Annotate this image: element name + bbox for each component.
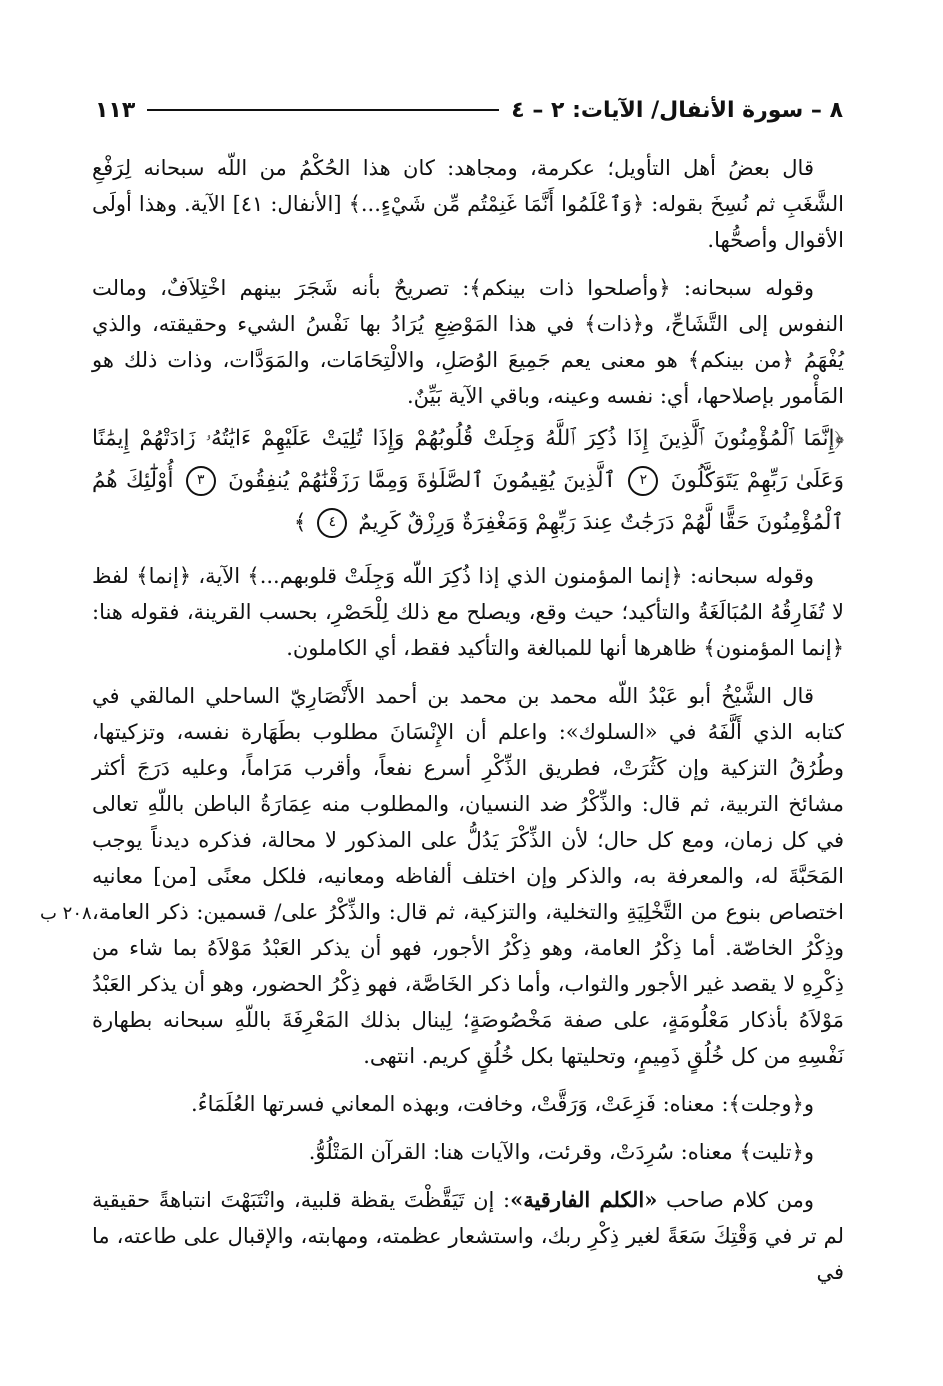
header-rule [147,109,499,111]
manuscript-folio-note: ٢٠٨ ب [40,903,92,924]
verse-2-text: ﴿إِنَّمَا ٱلْمُؤْمِنُونَ ٱلَّذِينَ إِذَا ذُكِرَ ٱللَّهُ وَجِلَتْ قُلُوبُهُمْ وَإِذَا تُلِيَتْ عَلَيْهِمْ ءَايَٰتُهُۥ زَادَتْهُمْ إِيمَٰنًا وَعَلَىٰ رَبِّهِمْ يَتَوَكَّلُونَ [92,426,844,493]
chapter-title: ٨ – سورة الأنفال/ الآيات: ٢ – ٤ [511,97,843,123]
running-header [95,92,843,128]
verse-3-text: ٱلَّذِينَ يُقِيمُونَ ٱلصَّلَوٰةَ وَمِمَّا رَزَقْنَٰهُمْ يُنفِقُونَ [228,468,617,493]
paragraph-1: قال بعضُ أهل التأويل؛ عكرمة، ومجاهد: كان هذا الحُكْمُ من اللّه سبحانه لِرَفْعِ الشَّغَبِ ثم نُسِخَ بقوله: ﴿وَٱعْلَمُوا أَنَّمَا غَنِمْتُم مِّن شَيْءٍ...﴾ [الأنفال: ٤١] الآية. وهذا أولَى الأقوال وأصحُّها. [92,156,844,252]
book-title: «الكلم الفارقية» [510,1187,658,1212]
paragraph-4: قال الشَّيْخُ أبو عَبْدُ اللّه محمد بن محمد بن أحمد الأَنْصَارِيّ الساحلي المالقي في كتابه الذي أَلَّفَهُ في «السلوك»: واعلم أن الإِنْسَانَ مطلوب بطَهَارة نفسه، وتزكيتها، وطُرُقُ التزكية وإن كَثُرَتْ، فطريق الذِّكْرِ أسرع نفعاً، وأقرب مَرَاماً، وعليه دَرَجَ أكثر مشائخ التربية، ثم قال: والذِّكْرُ ضد النسيان، والمطلوب منه عِمَارَةُ الباطن باللّهِ تعالى في كل زمان، ومع كل حال؛ لأن الذِّكْرَ يَدُلُّ على المذكور لا محالة، فذكره ديدناً يوجب المَحَبَّةَ له، والمعرفة به، والذكر وإن اختلف ألفاظه ومعانيه، فلكل معنًى [من] معانيه اختصاص بنوع من التَّخْلِيَةِ والتخلية، والتزكية، ثم قال: والذِّكْرُ على/ قسمين: ذكر العامة، وذِكْرُ الخاصّة. أما ذِكْرُ العامة، وهو ذِكْرُ الأجور، فهو أن يذكر العَبْدُ مَوْلاَهُ بما شاء من ذِكْرِهِ لا يقصد غير الأجور والثواب، وأما ذكر الخَاصَّة، فهو ذِكْرُ الحضور، وهو أن يذكر العَبْدُ مَوْلاَهُ بأذكار مَعْلُومَةٍ، على صفة مَخْصُوصَةٍ؛ لِينال بذلك المَعْرِفَةَ باللّهِ سبحانه بطهارة نَفْسِهِ من كل خُلُقٍ ذَمِيمٍ، وتحليتها بكل خُلُقٍ كريم. انتهى. [92,684,844,1068]
page-body [92,150,844,1302]
ayah-number-2: ٢ [628,466,658,496]
paragraph-7 [92,1182,844,1290]
paragraph-2: وقوله سبحانه: ﴿وأصلحوا ذات بينكم﴾: تصريحٌ بأنه شَجَرَ بينهم اخْتِلاَفٌ، ومالت النفوس إلى التَّشَاحِّ، و﴿ذات﴾ في هذا المَوْضِعِ يُرَادُ بها نَفْسُ الشيء وحقيقته، والذي يُفْهَمُ ﴿من بينكم﴾ هو معنى يعم جَمِيعَ الوُصَلِ، والالْتِحَامَات، والمَوَدَّات، وذات ذلك هو المَأْمور بإصلاحها، أي: نفسه وعينه، وباقي الآية بَيِّنٌ. [92,276,844,408]
ayah-number-4: ٤ [317,508,347,538]
paragraph-7-lead: ومن كلام صاحب [666,1188,815,1212]
paragraph-5: و﴿وجلت﴾: معناه: فَزِعَتْ، وَرَقَّتْ، وخافت، وبهذه المعاني فسرتها العُلَمَاءُ. [191,1092,814,1116]
verse-4-text: أُوْلَٰٓئِكَ هُمُ ٱلْمُؤْمِنُونَ حَقًّا لَّهُمْ دَرَجَٰتٌ عِندَ رَبِّهِمْ وَمَغْفِرَةٌ وَرِزْقٌ كَرِيمٌ [92,468,844,535]
page-number: ١١٣ [95,97,136,123]
paragraph-7-rest: : إن تَيَقَّظْتَ يقظة قلبية، وانْتَبَهْتَ انتباهةً حقيقية لم تر في وَقْتِكَ سَعَةً لغير ذِكْرِ ربك، واستشعار عظمته، ومهابته، والإقبال على طاعته، ما في [92,1188,844,1284]
paragraph-6: و﴿تليت﴾ معناه: سُرِدَتْ، وقرئت، والآيات هنا: القرآن المَتْلُوُّ. [308,1140,814,1164]
ayah-number-3: ٣ [186,466,216,496]
quran-verse-block [92,418,844,544]
verse-close-bracket: ﴾ [293,510,307,535]
paragraph-3: وقوله سبحانه: ﴿إنما المؤمنون الذي إذا ذُكِرَ اللّه وَجِلَتْ قلوبهم...﴾ الآية، ﴿إنما﴾ لفظ لا تُفَارِقُهُ المُبَالَغَةُ والتأكيد؛ حيث وقع، ويصلح مع ذلك لِلْحَصْرِ، بحسب القرينة، فقوله هنا: ﴿إنما المؤمنون﴾ ظاهرها أنها للمبالغة والتأكيد فقط، أي الكاملون. [92,564,844,660]
